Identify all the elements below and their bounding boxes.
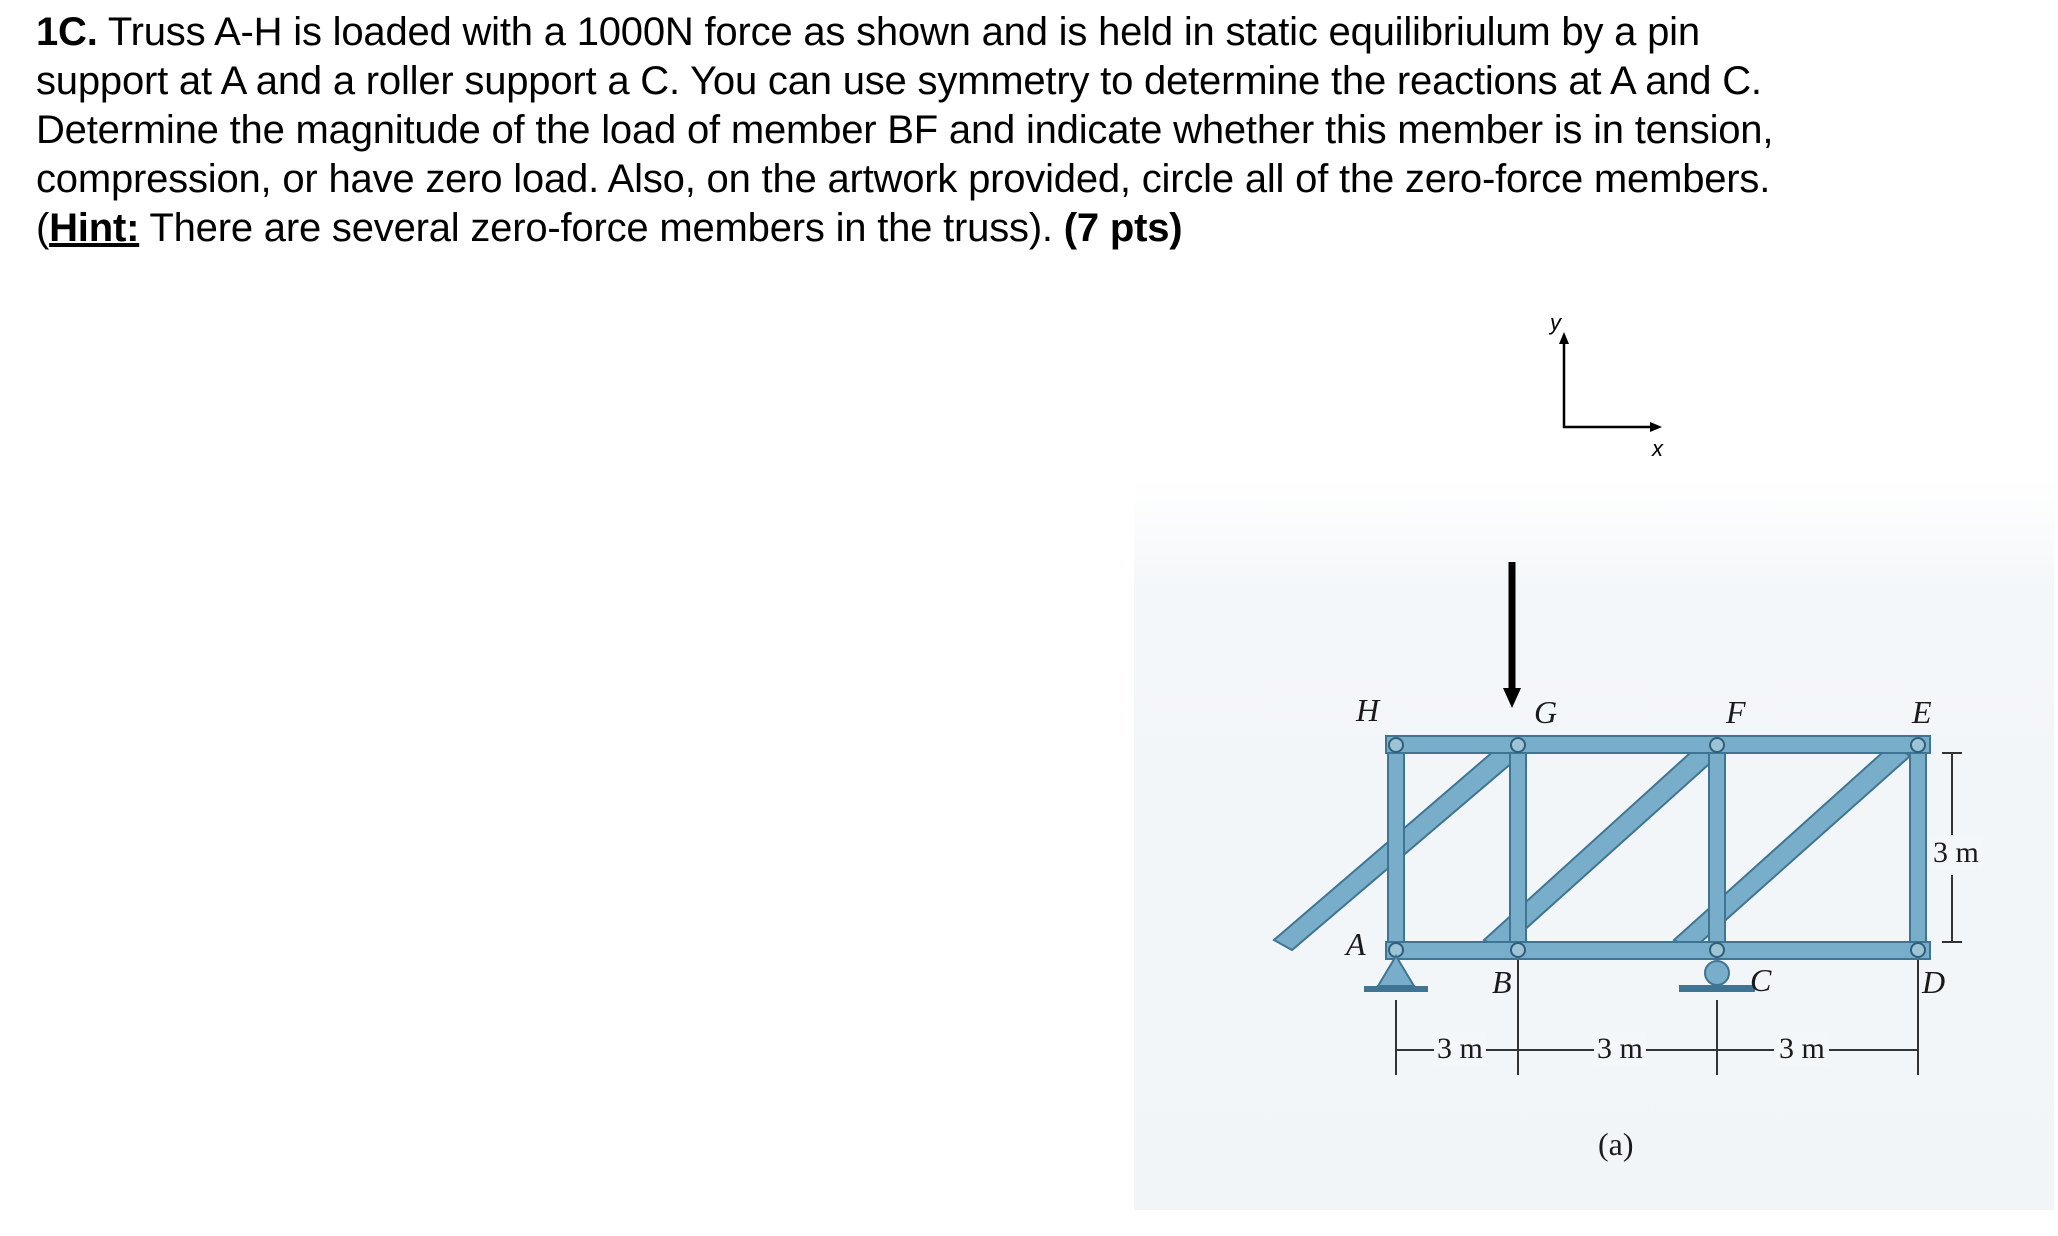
x-axis-arrowhead [1650, 422, 1662, 432]
span-dim-label-2: 3 m [1594, 1032, 1646, 1066]
pin-g [1511, 738, 1525, 752]
bottom-chord-abcd [1386, 942, 1930, 959]
node-label-f: F [1726, 694, 1746, 730]
pin-h [1389, 738, 1403, 752]
pin-f [1710, 738, 1724, 752]
span-dim-label-3: 3 m [1776, 1032, 1828, 1066]
node-label-c: C [1750, 962, 1772, 998]
pin-d [1911, 943, 1925, 957]
points-label: (7 pts) [1063, 206, 1183, 250]
y-axis-label: y [1550, 310, 1561, 335]
node-label-e: E [1912, 694, 1932, 730]
node-label-b: B [1492, 964, 1512, 1000]
problem-line-3: Determine the magnitude of the load of member BF and indicate whether this member is in tension, [36, 108, 1774, 152]
node-label-a: A [1346, 926, 1366, 962]
pin-c [1710, 943, 1724, 957]
height-dim-label: 3 m [1930, 836, 1982, 870]
member-bg [1510, 742, 1526, 952]
problem-line-4: compression, or have zero load. Also, on the artwork provided, circle all of the zero-force members. [36, 157, 1771, 201]
node-label-g: G [1534, 694, 1558, 730]
node-label-d: D [1922, 964, 1946, 1000]
coordinate-axes [1536, 310, 1686, 460]
problem-line-5: (Hint: There are several zero-force members in the truss). (7 pts) [36, 206, 1183, 250]
truss-svg [1134, 480, 2054, 1210]
member-ah [1388, 742, 1404, 952]
problem-line-1: 1C. Truss A-H is loaded with a 1000N force as shown and is held in static equilibriulum by a pin [36, 10, 1700, 54]
problem-line-2: support at A and a roller support a C. You can use symmetry to determine the reactions at A and C. [36, 59, 1762, 103]
x-axis-label: x [1652, 436, 1663, 461]
hint-label: Hint: [49, 206, 140, 250]
problem-number: 1C. [36, 10, 98, 54]
top-chord-hgfe [1386, 736, 1930, 753]
pin-e [1911, 738, 1925, 752]
node-label-h: H [1356, 692, 1380, 728]
member-cf [1709, 742, 1725, 952]
problem-statement [36, 8, 2026, 253]
member-de [1910, 742, 1926, 952]
figure-caption: (a) [1598, 1126, 1634, 1162]
truss-figure [1134, 480, 2054, 1210]
pin-b [1511, 943, 1525, 957]
span-dim-label-1: 3 m [1434, 1032, 1486, 1066]
